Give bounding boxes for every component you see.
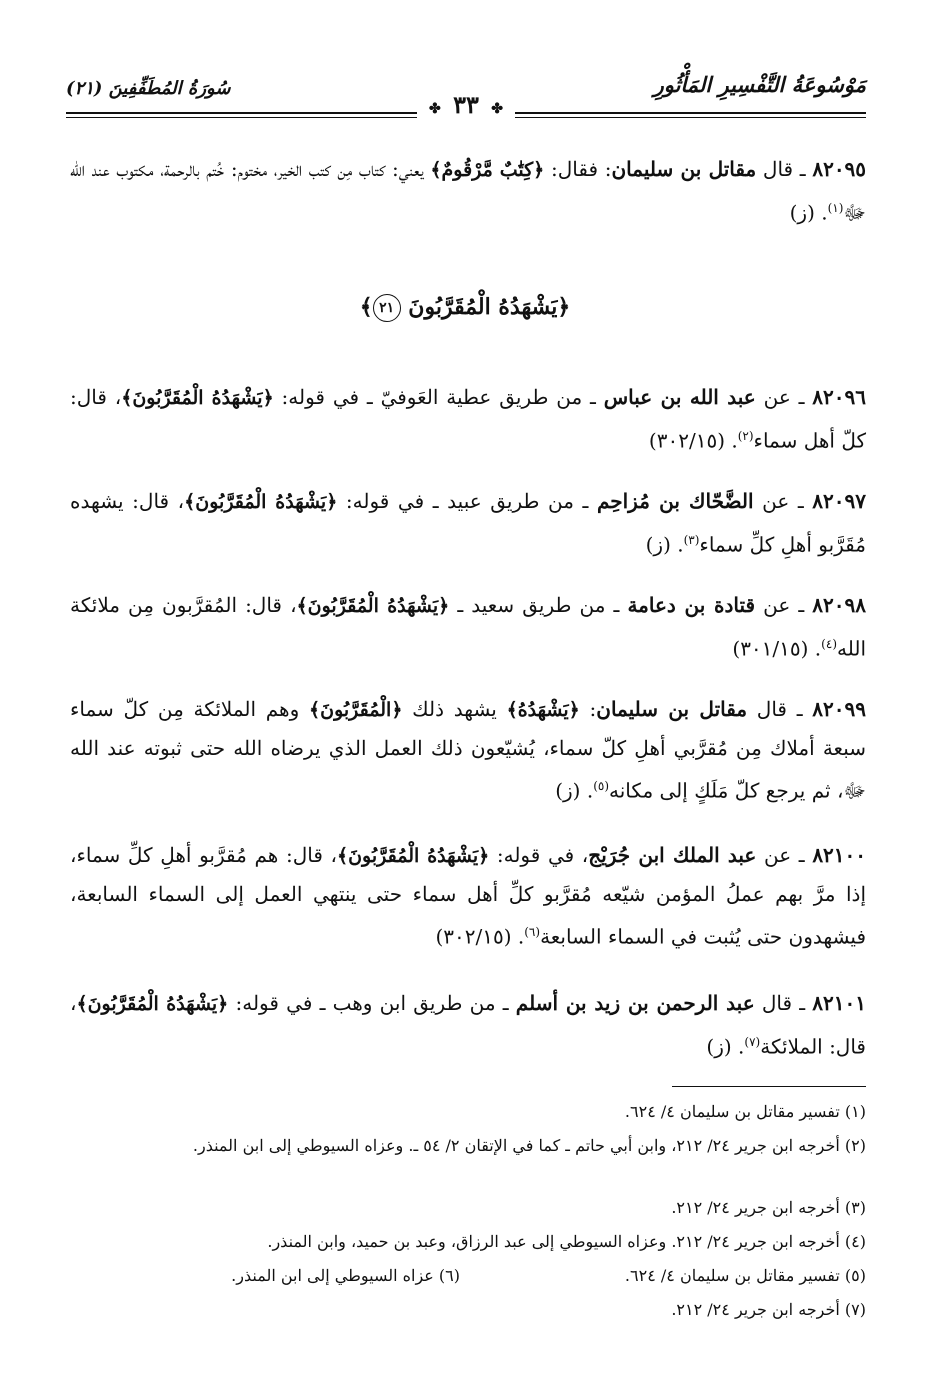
page-number-box: [417, 90, 515, 119]
quran-quote: ﴿الْمُقَرَّبُونَ﴾: [308, 699, 403, 721]
entry-text: ـ من طريق ابن وهب ـ في قوله:: [228, 991, 516, 1015]
quran-quote: ﴿يَشْهَدُهُ الْمُقَرَّبُونَ﴾: [296, 595, 450, 617]
entry-82097: [70, 482, 866, 564]
footnote-1: (١) تفسير مقاتل بن سليمان ٤/ ٦٢٤.: [624, 1102, 866, 1121]
entry-lead: ـ قال: [762, 157, 806, 181]
source-ref: . (ز): [555, 778, 594, 803]
footnote-ref[interactable]: (٧): [744, 1035, 761, 1049]
footnote-ref[interactable]: (٣): [683, 533, 700, 547]
footnote-4: (٤) أخرجه ابن جرير ٢٤/ ٢١٢. وعزاه السيوطي إلى عبد الرزاق، وعبد بن حميد، وابن المنذر.: [267, 1232, 866, 1251]
quran-quote: ﴿يَشْهَدُهُ الْمُقَرَّبُونَ﴾: [336, 845, 490, 867]
ayah-heading: [0, 294, 930, 322]
entry-82101: [70, 984, 866, 1066]
narrator-name: عبد الرحمن بن زيد بن أسلم: [515, 991, 755, 1015]
entry-lead: ـ قال: [761, 991, 806, 1015]
entry-lead: ـ قال: [756, 697, 803, 721]
entry-text: ، قال: كلّ أهل سماء: [70, 385, 866, 453]
ayah-text: ﴿يَشْهَدُهُ الْمُقَرَّبُونَ: [408, 294, 571, 320]
entry-82100: [70, 836, 866, 956]
entry-text: ، في قوله:: [489, 843, 589, 867]
entry-text: يعني: كتاب مِن كتب الخير، مختوم: خُتم بالرحمة، مكتوب عند الله ﷻ: [70, 157, 866, 225]
source-ref: . (ز): [645, 532, 684, 557]
narrator-name: عبد الله بن عباس: [603, 385, 756, 409]
footnote-ref[interactable]: (١): [827, 201, 844, 215]
entry-number: ٨٢٠٩٨: [812, 593, 867, 617]
entry-text: ، قال: الملائكة: [70, 991, 866, 1059]
page-number: ٣٣: [453, 90, 479, 119]
ayah-number: ٢١: [373, 294, 401, 322]
narrator-name: عبد الملك ابن جُرَيْج: [588, 843, 757, 867]
footnote-ref[interactable]: (٦): [524, 925, 541, 939]
footnote-2: (٢) أخرجه ابن جرير ٢٤/ ٢١٢، وابن أبي حاتم ـ كما في الإتقان ٢/ ٥٤ ـ. وعزاه السيوطي إلى ابن المنذر.: [192, 1136, 866, 1155]
footnote-6: (٦) عزاه السيوطي إلى ابن المنذر.: [231, 1266, 460, 1285]
entry-text: ، قال: يشهده مُقَرَّبو أهلِ كلِّ سماء: [70, 489, 866, 557]
footnote-ref[interactable]: (٥): [593, 779, 610, 793]
entry-number: ٨٢١٠١: [812, 991, 867, 1015]
entry-number: ٨٢٠٩٩: [812, 697, 866, 721]
ayah-bracket: ﴾: [359, 294, 373, 320]
footnote-separator: [672, 1086, 866, 1087]
quran-quote: ﴿يَشْهَدُهُ﴾: [506, 699, 580, 721]
book-title: مَوْسُوعَةُ التَّفْسِيرِ المَأْثُورِ: [653, 72, 866, 97]
footnote-7: (٧) أخرجه ابن جرير ٢٤/ ٢١٢.: [671, 1300, 866, 1319]
entry-text: يشهد ذلك: [402, 697, 507, 721]
running-header: [66, 72, 866, 119]
entry-number: ٨٢٠٩٧: [812, 489, 867, 513]
entry-text: ـ من طريق عطية العَوفيّ ـ في قوله:: [273, 385, 604, 409]
narrator-name: قتادة بن دعامة: [627, 593, 756, 617]
source-ref: . (٣٠١/١٥): [732, 636, 822, 661]
quran-quote: ﴿يَشْهَدُهُ الْمُقَرَّبُونَ﴾: [121, 387, 274, 409]
ornament-icon: ✤: [491, 101, 503, 117]
entry-text: :: [579, 697, 597, 721]
entry-text: ـ من طريق عبيد ـ في قوله:: [337, 489, 597, 513]
entry-number: ٨٢٠٩٦: [812, 385, 867, 409]
entry-text: وهم الملائكة مِن كلّ سماء سبعة أملاك مِن مُقرَّبي أهلِ كلّ سماء، يُشيّعون ذلك العمل الذي يرضاه الله حتى ثبوته عند الله ﷻ، ثم يرجع كلّ مَلَكٍ إلى مكانه: [70, 697, 866, 803]
entry-82096: [70, 378, 866, 460]
entry-number: ٨٢٠٩٥: [812, 157, 867, 181]
quran-quote: ﴿كِتَٰبٌ مَّرْقُومٌ﴾: [430, 159, 545, 181]
narrator-name: الضَّحّاك بن مُزاحِم: [596, 489, 754, 513]
narrator-name: مقاتل بن سليمان: [611, 157, 757, 181]
quran-quote: ﴿يَشْهَدُهُ الْمُقَرَّبُونَ﴾: [76, 993, 229, 1015]
entry-text: : فقال:: [544, 157, 612, 181]
footnote-ref[interactable]: (٢): [737, 429, 754, 443]
footnote-3: (٣) أخرجه ابن جرير ٢٤/ ٢١٢.: [671, 1198, 866, 1217]
source-ref: . (٣٠٢/١٥): [648, 428, 738, 453]
entry-82095: [70, 150, 866, 232]
entry-text: ، قال: المُقرَّبون مِن ملائكة الله: [70, 593, 866, 661]
source-ref: . (ز): [789, 200, 828, 225]
quran-quote: ﴿يَشْهَدُهُ الْمُقَرَّبُونَ﴾: [184, 491, 338, 513]
entry-lead: ـ عن: [764, 843, 805, 867]
source-ref: . (ز): [706, 1034, 745, 1059]
entry-lead: ـ عن: [763, 385, 805, 409]
entry-text: ـ من طريق سعيد ـ: [449, 593, 628, 617]
surah-label: سُورَةُ المُطَفِّفِينَ (٢١): [66, 78, 231, 99]
entry-82098: [70, 586, 866, 668]
entry-lead: ـ عن: [762, 489, 804, 513]
footnote-ref[interactable]: (٤): [821, 637, 837, 651]
entry-number: ٨٢١٠٠: [812, 843, 867, 867]
ornament-icon: ✤: [429, 101, 441, 117]
footnote-5: (٥) تفسير مقاتل بن سليمان ٤/ ٦٢٤.: [624, 1266, 866, 1285]
entry-82099: [70, 690, 866, 810]
source-ref: . (٣٠٢/١٥): [435, 924, 525, 949]
entry-lead: ـ عن: [763, 593, 805, 617]
narrator-name: مقاتل بن سليمان: [596, 697, 748, 721]
entry-text: ، قال: هم مُقرَّبو أهلِ كلِّ سماء، إذا مرَّ بهم عملُ المؤمن شيّعه مُقرَّبو كلِّ أهل سماء حتى ينتهي العمل إلى السماء السابعة، فيشهدون حتى يُثبت في السماء السابعة: [70, 843, 866, 949]
